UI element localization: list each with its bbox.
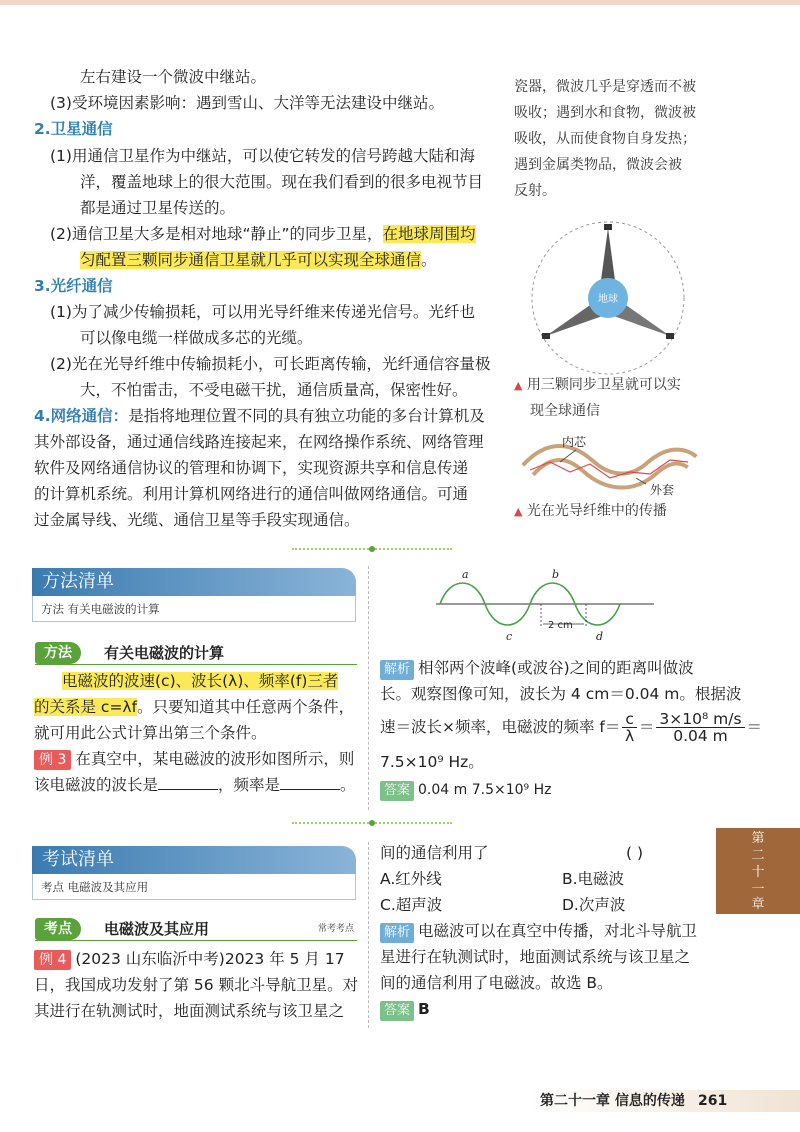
text-span: 。 <box>340 776 356 794</box>
text-span: 。 <box>421 251 437 269</box>
text-span: 在真空中，某电磁波的波形如图所示，则 <box>75 750 355 768</box>
option-d: D.次声波 <box>562 896 626 914</box>
pill-underline <box>35 664 357 665</box>
triangle-icon: ▲ <box>514 505 523 518</box>
question-line: 间的通信利用了 <box>380 844 489 862</box>
text-span: 。只要知道其中任意两个条件， <box>137 698 355 716</box>
answer-parentheses: ( ) <box>626 844 644 862</box>
text-line <box>34 403 485 429</box>
text-line: 大，不怕雷击，不受电磁干扰，通信质量高，保密性好。 <box>80 381 468 399</box>
text-span: (2)通信卫星大多是相对地球“静止”的同步卫星， <box>50 225 383 243</box>
text-line: 可以像电缆一样做成多芯的光缆。 <box>80 329 313 347</box>
highlight-text: 在地球周围均 <box>382 225 476 243</box>
divider-dot <box>369 820 375 826</box>
chapter-tab-char: 第 <box>751 831 765 846</box>
text-line <box>50 221 476 247</box>
method-subtitle: 方法 有关电磁波的计算 <box>32 596 356 622</box>
chapter-tab <box>716 828 800 898</box>
fraction-denominator: λ <box>625 727 635 745</box>
text-span: 相邻两个波峰(或波谷)之间的距离叫做波 <box>418 659 694 677</box>
column-divider <box>368 842 369 1028</box>
fiber-diagram <box>520 432 700 500</box>
sidebar-note: 反射。 <box>514 183 556 199</box>
sidebar-note: 吸收；遇到水和食物，微波被 <box>514 105 696 121</box>
text-line: 其外部设备，通过通信线路连接起来，在网络操作系统、网络管理 <box>34 433 484 451</box>
wave-diagram <box>430 566 660 642</box>
chapter-tab-char: 十 <box>751 865 765 880</box>
distance-label: 2 cm <box>548 620 573 631</box>
example-line: 其进行在轨测试时，地面测试系统与该卫星之 <box>34 1002 345 1020</box>
option-b: B.电磁波 <box>562 870 625 888</box>
answer-line <box>380 776 551 803</box>
text-line: 洋，覆盖地球上的很大范围。现在我们看到的很多电视节目 <box>80 173 484 191</box>
analysis-line: 长。观察图像可知，波长为 4 cm＝0.04 m。根据波 <box>380 685 742 703</box>
page-number: 261 <box>698 1093 728 1109</box>
fiber-inner-label: 内芯 <box>562 435 587 449</box>
example-line <box>34 772 356 798</box>
option-c: C.超声波 <box>380 896 443 914</box>
text-span: 速＝波长×频率，电磁波的频率 f＝ <box>380 718 621 736</box>
point-label-a: a <box>462 568 469 581</box>
fraction-numerator: 3×10⁸ m/s <box>656 711 744 728</box>
analysis-line: 星进行在轨测试时，地面测试系统与该卫星之 <box>380 948 691 966</box>
example-line: 日，我国成功发射了第 56 颗北斗导航卫星。对 <box>34 976 359 994</box>
text-line <box>34 694 354 720</box>
divider-dot <box>369 546 375 552</box>
exam-pill-title: 电磁波及其应用 <box>104 920 210 938</box>
sidebar-note: 遇到金属类物品，微波会被 <box>514 157 682 173</box>
footer-chapter: 第二十一章 信息的传递 <box>540 1093 685 1109</box>
example-line <box>34 746 354 772</box>
figure-caption <box>514 372 681 399</box>
analysis-line <box>380 655 694 681</box>
highlight-text: 的关系是 c=λf <box>34 698 138 716</box>
text-span: ＝ <box>746 718 763 736</box>
exam-subtitle: 考点 电磁波及其应用 <box>32 874 356 900</box>
chapter-tab-char: 一 <box>751 882 765 897</box>
triangle-icon: ▲ <box>514 379 523 392</box>
answer-tag: 答案 <box>380 781 414 801</box>
highlight-text: 匀配置三颗同步通信卫星就几乎可以实现全球通信 <box>80 251 422 269</box>
figure-caption: 现全球通信 <box>530 403 600 419</box>
text-line: (2)光在光导纤维中传输损耗小，可长距离传输，光纤通信容量极 <box>50 355 491 373</box>
method-pill-title: 有关电磁波的计算 <box>104 644 225 662</box>
top-edge-strip <box>0 0 800 5</box>
text-line: 左右建设一个微波中继站。 <box>80 68 267 86</box>
highlight-text: 电磁波的波速(c)、波长(λ)、频率(f)三者 <box>62 672 339 690</box>
text-span: ＝ <box>638 718 655 736</box>
method-banner: 方法清单 <box>32 568 356 596</box>
text-line: (1)用通信卫星作为中继站，可以使它转发的信号跨越大陆和海 <box>50 147 475 165</box>
sidebar-note: 瓷器，微波几乎是穿透而不被 <box>514 79 696 95</box>
example-tag: 例 4 <box>34 950 71 970</box>
point-label-c: c <box>506 630 513 642</box>
answer-line <box>380 996 430 1022</box>
satellite-icon <box>542 333 550 339</box>
text-span: 是指将地理位置不同的具有独立功能的多台计算机及 <box>128 407 485 425</box>
answer-tag: 答案 <box>380 1001 414 1021</box>
answer-blank <box>158 775 218 790</box>
column-divider <box>368 566 369 810</box>
exam-banner: 考试清单 <box>32 846 356 874</box>
answer-blank <box>280 775 340 790</box>
text-line: 就可用此公式计算出第三个条件。 <box>34 724 267 742</box>
analysis-line <box>380 918 697 944</box>
caption-text: 光在光导纤维中的传播 <box>526 503 667 519</box>
analysis-line <box>380 711 762 744</box>
option-a: A.红外线 <box>380 870 442 888</box>
section-title-network: 4.网络通信： <box>34 407 129 425</box>
section-title-fiber: 3.光纤通信 <box>34 277 113 295</box>
example-tag: 例 3 <box>34 750 71 770</box>
text-span: 电磁波可以在真空中传播，对北斗导航卫 <box>418 922 698 940</box>
exam-pill: 考点 <box>35 918 81 940</box>
text-line <box>80 247 437 273</box>
chapter-tab-char: 二 <box>751 848 765 863</box>
analysis-tag: 解析 <box>380 660 414 680</box>
fraction-denominator: 0.04 m <box>673 727 728 745</box>
answer-text: 0.04 m 7.5×10⁹ Hz <box>418 782 552 798</box>
sidebar-note: 吸收，从而使食物自身发热； <box>514 131 696 147</box>
text-line: 都是通过卫星传送的。 <box>80 199 236 217</box>
text-line: 的计算机系统。利用计算机网络进行的通信叫做网络通信。可通 <box>34 485 469 503</box>
text-span: (2023 山东临沂中考)2023 年 5 月 17 <box>75 950 345 968</box>
text-span: ，频率是 <box>218 776 281 794</box>
fraction-numerator: c <box>622 711 637 728</box>
satellite-icon <box>604 224 612 230</box>
figure-caption <box>514 498 667 525</box>
point-label-d: d <box>596 630 604 642</box>
example-line <box>34 946 345 972</box>
chapter-tab-char: 章 <box>716 898 800 914</box>
text-line <box>62 668 338 694</box>
text-line: (3)受环境因素影响：遇到雪山、大洋等无法建设中继站。 <box>50 94 444 112</box>
text-span: 该电磁波的波长是 <box>34 776 159 794</box>
fiber-outer-label: 外套 <box>650 483 675 497</box>
satellite-icon <box>666 333 674 339</box>
text-line: 过金属导线、光缆、通信卫星等手段实现通信。 <box>34 511 360 529</box>
satellite-diagram <box>520 210 700 380</box>
frequency-tag: 常考考点 <box>318 924 355 934</box>
text-line: (1)为了减少传输损耗，可以用光导纤维来传递光信号。光纤也 <box>50 303 475 321</box>
analysis-line: 间的通信利用了电磁波。故选 B。 <box>380 974 613 992</box>
method-pill: 方法 <box>35 642 81 664</box>
section-title-satellite: 2.卫星通信 <box>34 120 113 138</box>
fraction <box>622 711 637 744</box>
text-line: 软件及网络通信协议的管理和协调下，实现资源共享和信息传递 <box>34 459 469 477</box>
earth-label: 地球 <box>598 294 618 305</box>
analysis-tag: 解析 <box>380 923 414 943</box>
fraction <box>656 711 744 744</box>
pill-underline <box>35 940 357 941</box>
answer-text: B <box>418 1000 430 1018</box>
caption-text: 用三颗同步卫星就可以实 <box>526 377 681 393</box>
point-label-b: b <box>552 568 560 581</box>
analysis-line: 7.5×10⁹ Hz。 <box>380 753 484 771</box>
